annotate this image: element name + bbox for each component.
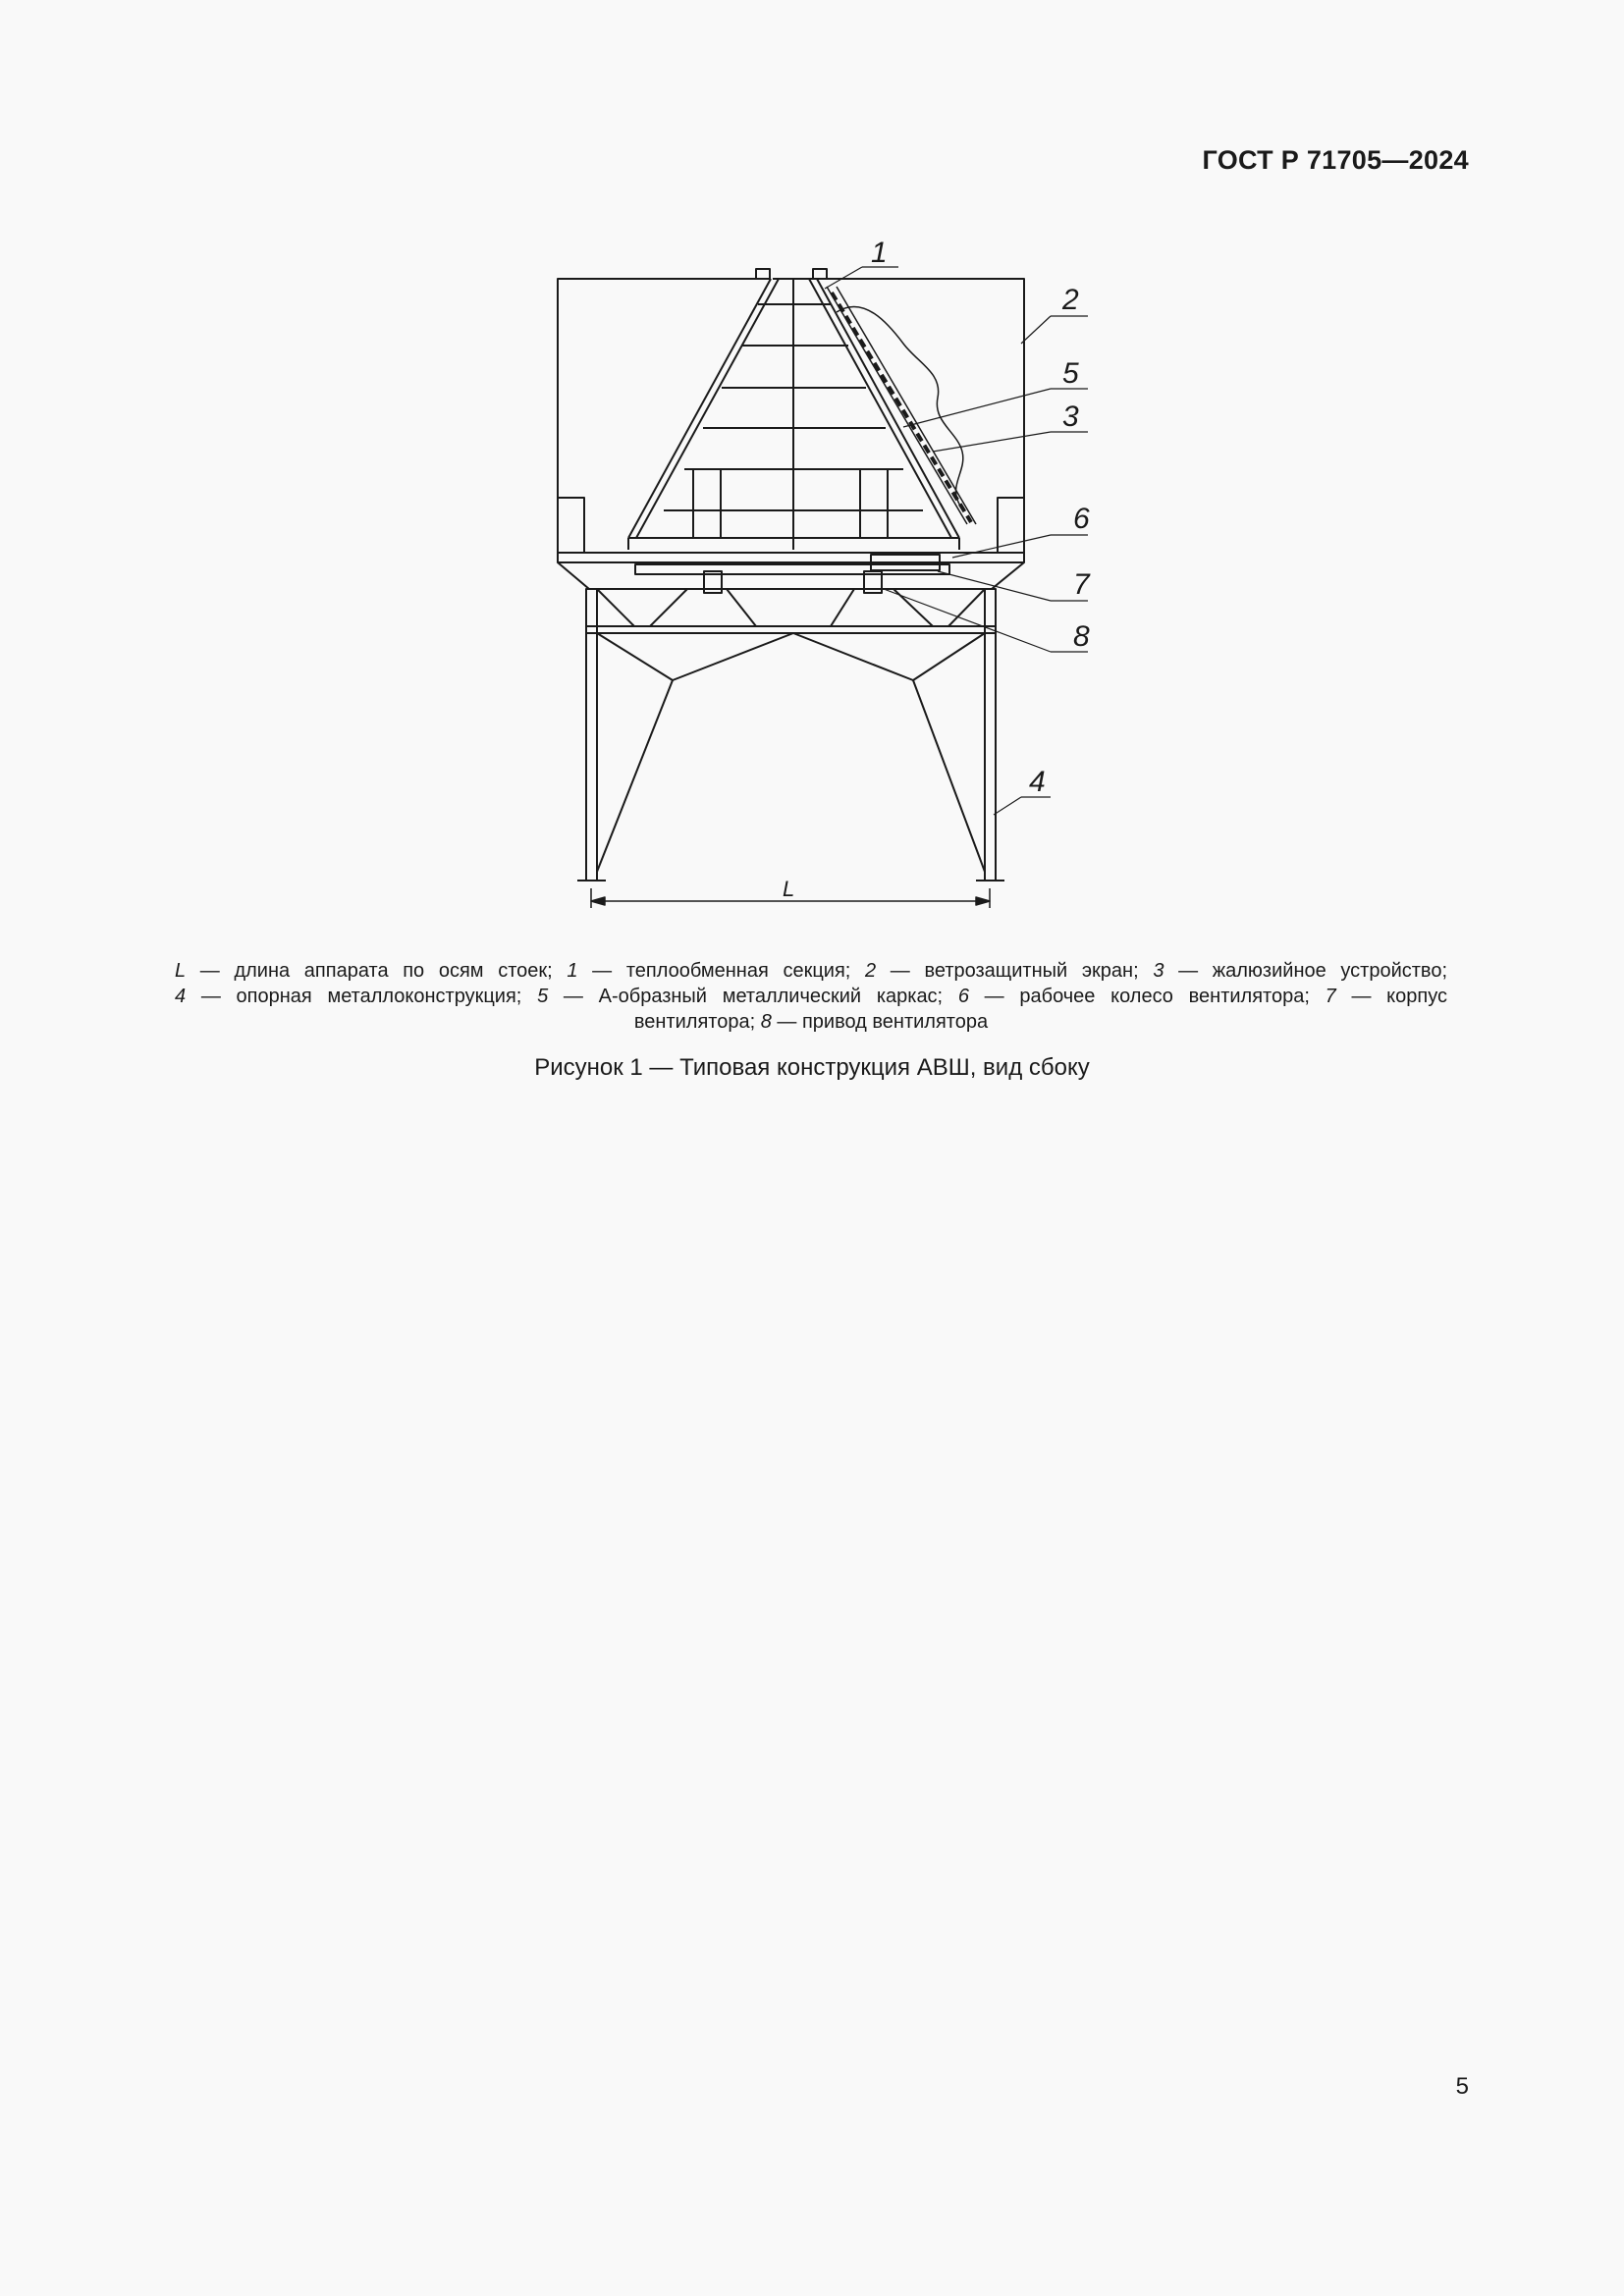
- wind-screen: [558, 279, 1024, 553]
- legend-text-2: — ветрозащитный экран;: [876, 960, 1154, 982]
- legend-text-6: — рабочее колесо вентилятора;: [968, 986, 1326, 1007]
- legend-text-7-cont: вентилятора;: [633, 1011, 761, 1033]
- callout-7: 7: [1073, 568, 1090, 601]
- legend-text-L: — длина аппарата по осям стоек;: [186, 960, 568, 982]
- figure-caption: Рисунок 1 — Типовая конструкция АВШ, вид сбоку: [534, 1054, 1090, 1081]
- a-frame: [628, 279, 959, 550]
- callout-3: 3: [1062, 400, 1079, 433]
- legend-symbol-7: 7: [1325, 986, 1336, 1007]
- callout-2: 2: [1062, 284, 1079, 316]
- callout-5: 5: [1062, 357, 1079, 390]
- legend-symbol-8: 8: [760, 1011, 772, 1033]
- legend-symbol-1: 1: [567, 960, 578, 982]
- figure-drawing: [530, 231, 1100, 923]
- legend-symbol-3: 3: [1153, 960, 1164, 982]
- figure-legend: [175, 958, 1447, 1035]
- legend-line-2: [175, 984, 1447, 1009]
- callout-4: 4: [1029, 766, 1046, 798]
- page-number: 5: [1455, 2073, 1469, 2100]
- callout-1: 1: [871, 237, 888, 269]
- legend-symbol-5: 5: [537, 986, 549, 1007]
- fan-platform: [558, 553, 1024, 593]
- legend-symbol-6: 6: [957, 986, 969, 1007]
- legend-text-4: — опорная металлоконструкция;: [186, 986, 538, 1007]
- legend-line-3: [175, 1009, 1447, 1035]
- legend-text-3: — жалюзийное устройство;: [1164, 960, 1447, 982]
- support-structure: [558, 562, 1024, 881]
- top-fixtures: [756, 269, 827, 279]
- legend-symbol-2: 2: [865, 960, 877, 982]
- legend-symbol-L: L: [175, 960, 187, 982]
- legend-text-8: — привод вентилятора: [771, 1011, 989, 1033]
- legend-text-1: — теплообменная секция;: [577, 960, 866, 982]
- callout-6: 6: [1073, 503, 1090, 535]
- legend-symbol-4: 4: [175, 986, 187, 1007]
- legend-text-7: — корпус: [1335, 986, 1447, 1007]
- document-header: ГОСТ Р 71705—2024: [1202, 145, 1469, 175]
- legend-text-5: — А-образный металлический каркас;: [548, 986, 958, 1007]
- a-frame-cooler-drawing: [530, 231, 1100, 918]
- legend-line-1: [175, 958, 1447, 984]
- callout-8: 8: [1073, 620, 1090, 653]
- heat-exchange-section: [827, 287, 976, 524]
- dimension-label-L: L: [783, 877, 795, 901]
